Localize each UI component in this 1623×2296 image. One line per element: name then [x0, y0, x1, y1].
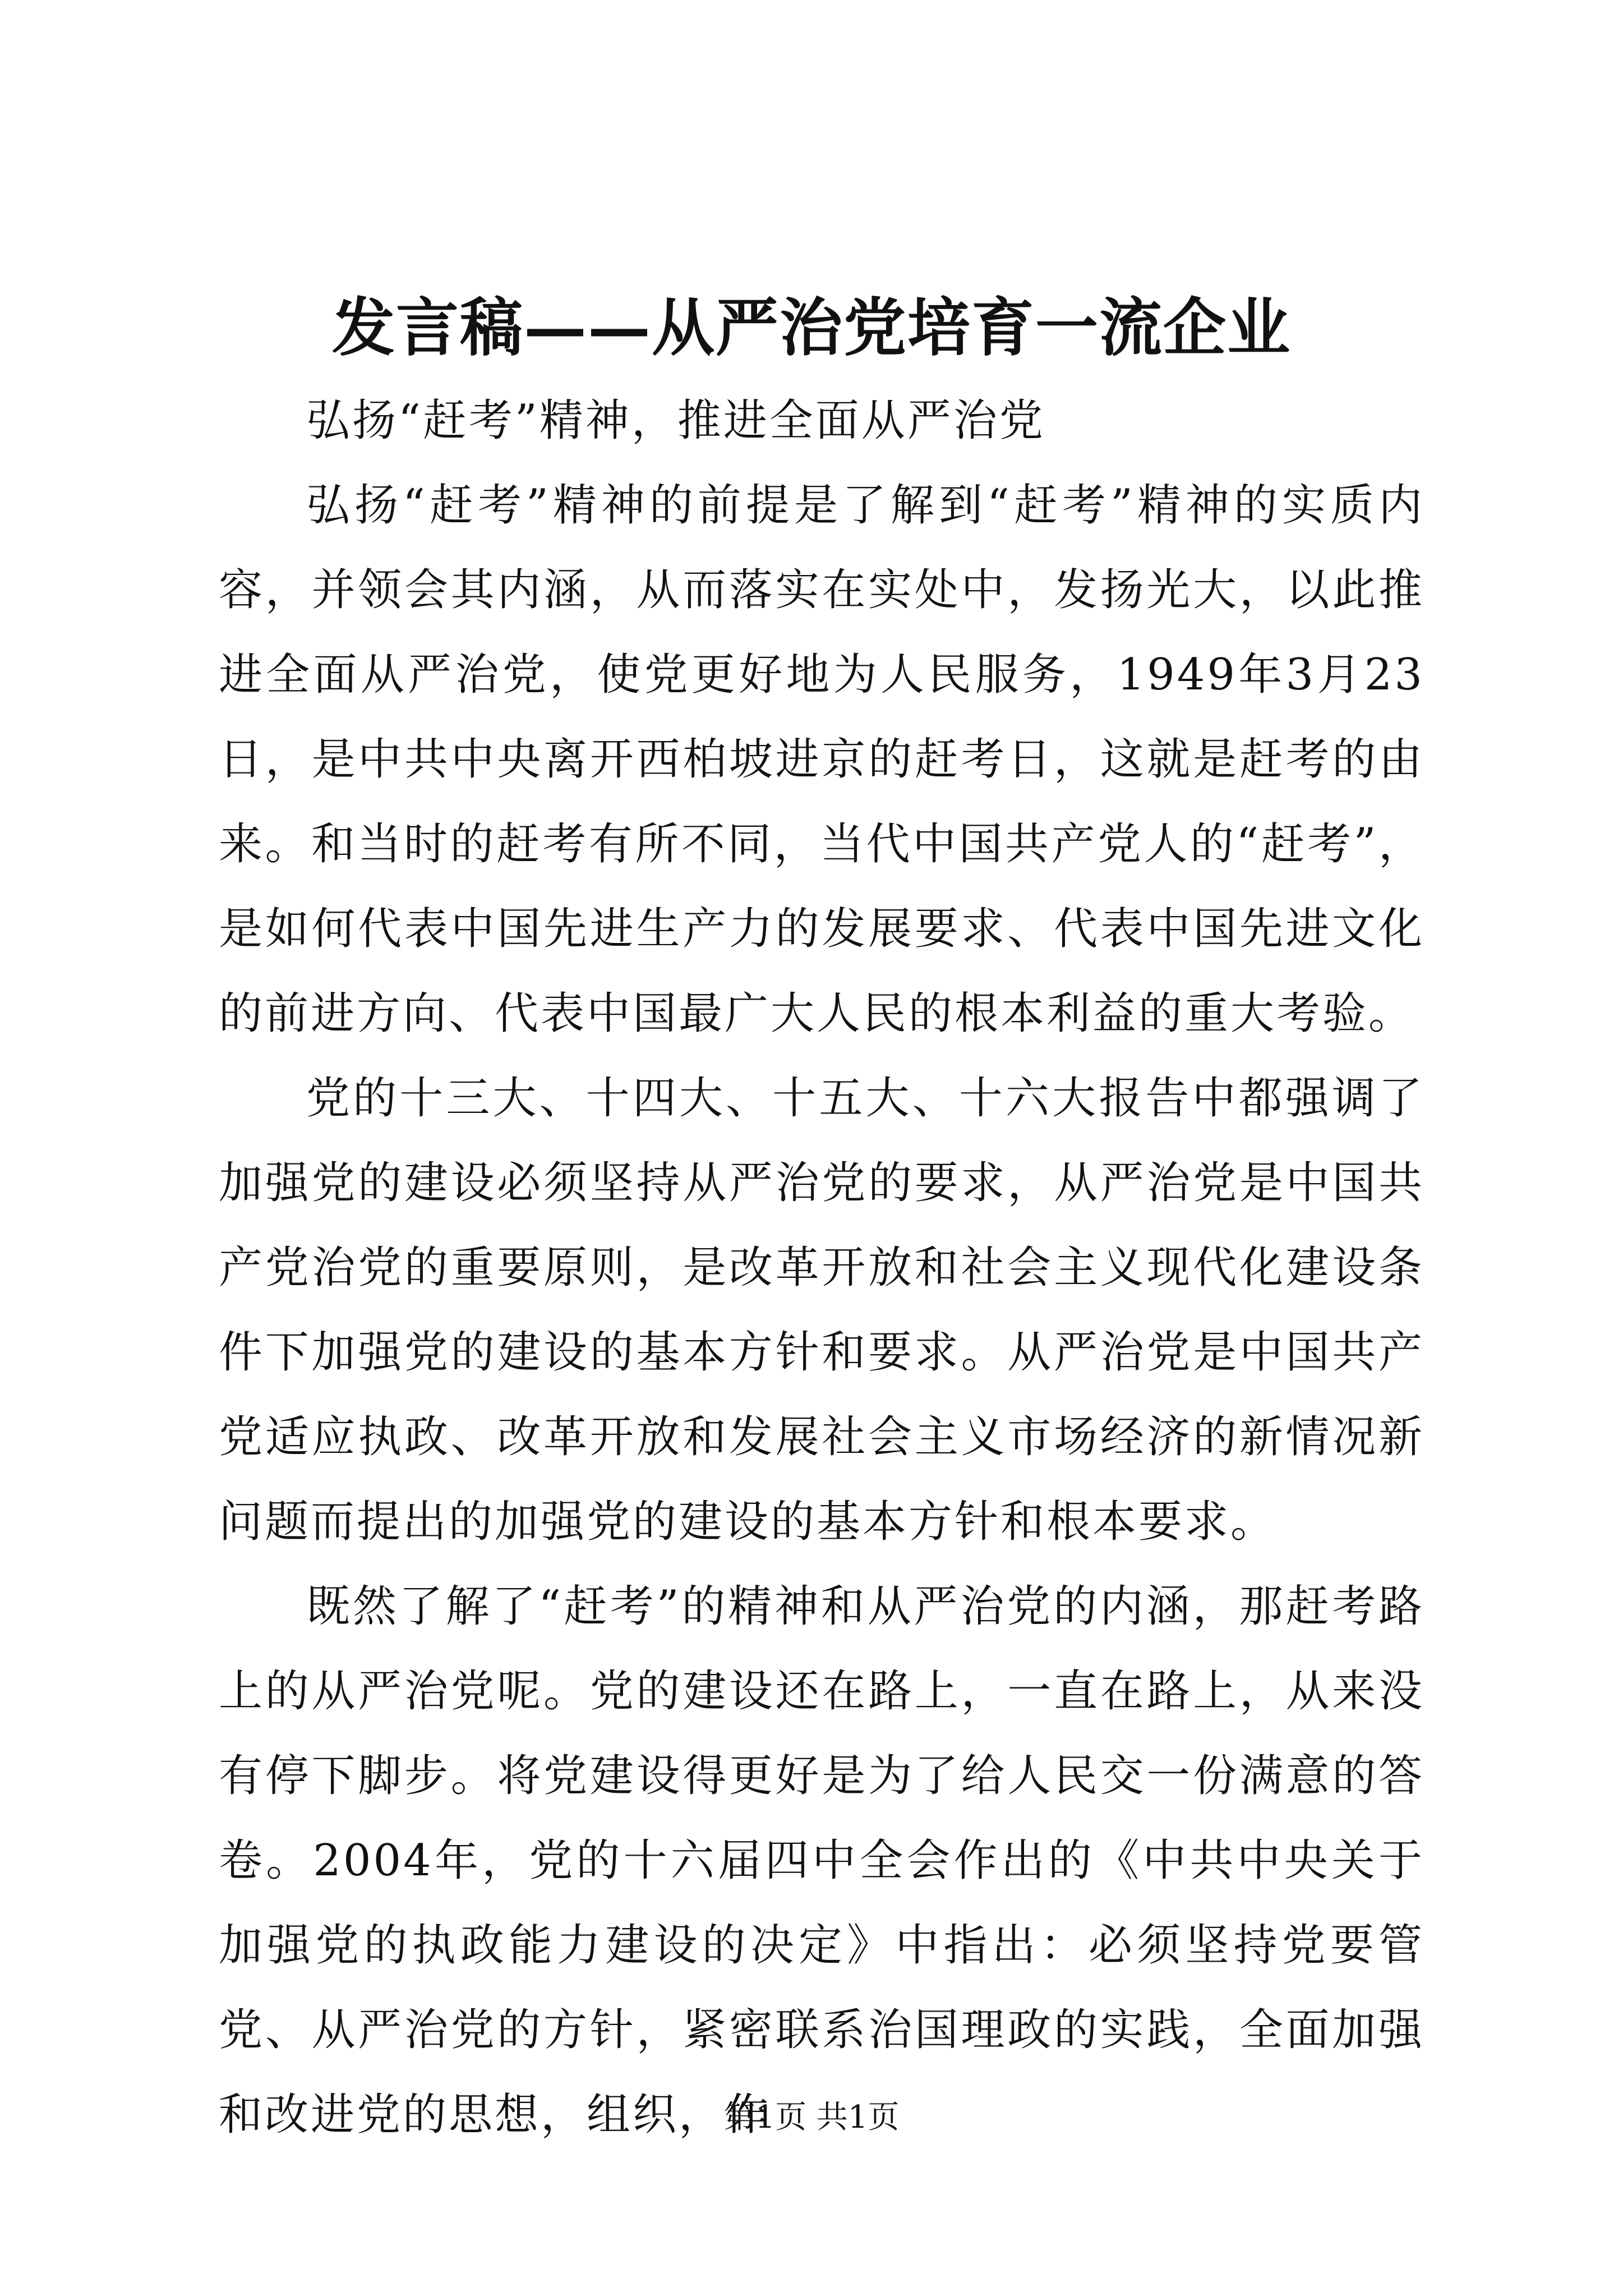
- page-footer: 第1页 共1页: [723, 2099, 900, 2136]
- paragraph-subheading: 弘扬“赶考”精神，推进全面从严治党: [306, 395, 1045, 446]
- paragraph-2: 党的十三大、十四大、十五大、十六大报告中都强调了加强党的建设必须坚持从严治党的要求，从严治党是中国共产党治党的重要原则，是改革开放和社会主义现代化建设条件下加强党的建设的基本方针和要求。从严治党是中国共产党适应执政、改革开放和发展社会主义市场经济的新情况新问题而提出的加强党的建设的基本方针和根本要求。: [219, 1073, 1424, 1547]
- paragraph-3: 既然了解了“赶考”的精神和从严治党的内涵，那赶考路上的从严治党呢。党的建设还在路上，一直在路上，从来没有停下脚步。将党建设得更好是为了给人民交一份满意的答卷。2004年，党的十六届四中全会作出的《中共中央关于加强党的执政能力建设的决定》中指出：必须坚持党要管党、从严治党的方针，紧密联系治国理政的实践，全面加强和改进党的思想，组织，作: [219, 1581, 1424, 2140]
- document-body: [219, 379, 1424, 2157]
- paragraph-1: 弘扬“赶考”精神的前提是了解到“赶考”精神的实质内容，并领会其内涵，从而落实在实处中，发扬光大，以此推进全面从严治党，使党更好地为人民服务，1949年3月23日，是中共中央离开西柏坡进京的赶考日，这就是赶考的由来。和当时的赶考有所不同，当代中国共产党人的“赶考”，是如何代表中国先进生产力的发展要求、代表中国先进文化的前进方向、代表中国最广大人民的根本利益的重大考验。: [219, 480, 1424, 1039]
- document-title: 发言稿——从严治党培育一流企业: [332, 291, 1291, 365]
